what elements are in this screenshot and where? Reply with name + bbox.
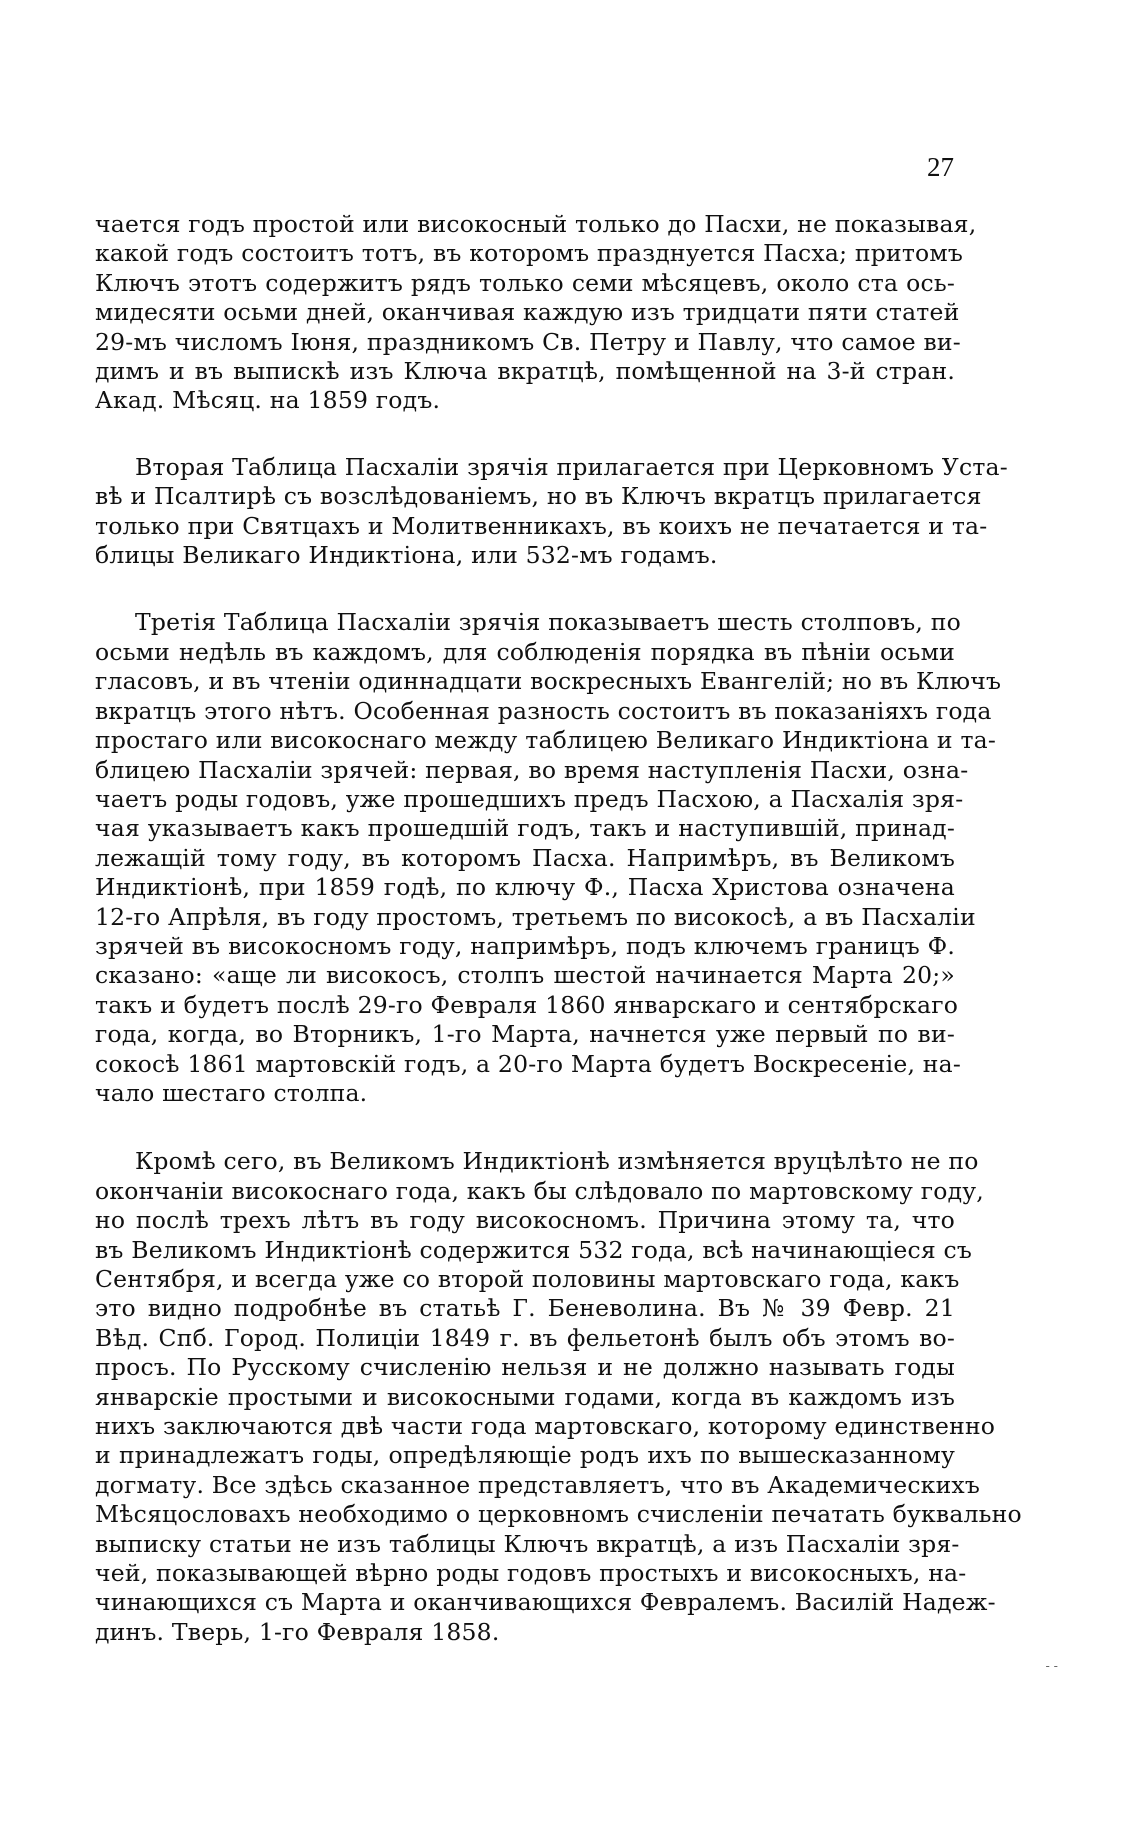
text-line: январскіе простыми и високосными годами, когда въ каждомъ изъ: [95, 1382, 955, 1411]
text-line: такъ и будетъ послѣ 29-го Февраля 1860 январскаго и сентябрскаго: [95, 990, 959, 1019]
paragraph-2: [95, 452, 1008, 571]
text-line: чало шестаго столпа.: [95, 1078, 368, 1107]
text-line: года, когда, во Вторникъ, 1-го Марта, начнется уже первый по ви-: [95, 1020, 955, 1049]
text-line: Вторая Таблица Пасхаліи зрячія прилагается при Церковномъ Уста-: [135, 452, 1008, 481]
text-line: динъ. Тверь, 1-го Февраля 1858.: [95, 1617, 500, 1646]
text-line: блицею Пасхаліи зрячей: первая, во время наступленія Пасхи, озна-: [95, 755, 969, 784]
text-line: блицы Великаго Индиктіона, или 532-мъ годамъ.: [95, 541, 718, 570]
text-line: Акад. Мѣсяц. на 1859 годъ.: [95, 386, 441, 415]
text-line: чается годъ простой или високосный только до Пасхи, не показывая,: [95, 210, 977, 238]
text-line: нихъ заключаются двѣ части года мартовскаго, которому единственно: [95, 1412, 996, 1441]
text-line: лежащій тому году, въ которомъ Пасха. Напримѣръ, въ Великомъ: [95, 843, 955, 872]
margin-mark: - -: [1045, 1659, 1058, 1673]
text-line: димъ и въ выпискѣ изъ Ключа вкратцѣ, помѣщенной на 3-й стран.: [95, 357, 955, 386]
text-line: сказано: «аще ли високосъ, столпъ шестой начинается Марта 20;»: [95, 961, 955, 990]
text-line: выписку статьи не изъ таблицы Ключъ вкратцѣ, а изъ Пасхаліи зря-: [95, 1529, 960, 1558]
body-text: [95, 210, 1022, 1647]
text-line: Ключъ этотъ содержитъ рядъ только семи мѣсяцевъ, около ста ось-: [95, 268, 955, 297]
text-line: 29-мъ числомъ Іюня, праздникомъ Св. Петру и Павлу, что самое ви-: [95, 327, 961, 356]
text-line: чей, показывающей вѣрно роды годовъ простыхъ и високосныхъ, на-: [95, 1559, 967, 1588]
paragraph-4: [95, 1147, 1022, 1647]
text-line: Мѣсяцословахъ необходимо о церковномъ счисленіи печатать буквально: [95, 1500, 1022, 1529]
text-line: Кромѣ сего, въ Великомъ Индиктіонѣ измѣняется вруцѣлѣто не по: [135, 1147, 979, 1176]
text-line: догмату. Все здѣсь сказанное представляетъ, что въ Академическихъ: [95, 1470, 981, 1499]
text-line: 12-го Апрѣля, въ году простомъ, третьемъ по високосѣ, а въ Пасхаліи: [95, 902, 976, 931]
text-line: вкратцъ этого нѣтъ. Особенная разность состоитъ въ показаніяхъ года: [95, 696, 992, 725]
text-line: простаго или високоснаго между таблицею Великаго Индиктіона и та-: [95, 726, 997, 755]
text-line: сокосѣ 1861 мартовскій годъ, а 20-го Марта будетъ Воскресеніе, на-: [95, 1049, 962, 1078]
text-line: какой годъ состоитъ тотъ, въ которомъ празднуется Пасха; притомъ: [95, 239, 964, 268]
paragraph-1: [95, 210, 977, 416]
text-line: осьми недѣль въ каждомъ, для соблюденія порядка въ пѣніи осьми: [95, 637, 955, 666]
text-line: въ Великомъ Индиктіонѣ содержится 532 года, всѣ начинающіеся съ: [95, 1235, 973, 1264]
text-line: но послѣ трехъ лѣтъ въ году високосномъ. Причина этому та, что: [95, 1206, 955, 1235]
text-line: Третія Таблица Пасхаліи зрячія показываетъ шесть столповъ, по: [135, 608, 961, 637]
text-line: гласовъ, и въ чтеніи одиннадцати воскресныхъ Евангелій; но въ Ключъ: [95, 667, 1002, 696]
text-line: чаетъ роды годовъ, уже прошедшихъ предъ Пасхою, а Пасхалія зря-: [95, 784, 964, 813]
text-line: чая указываетъ какъ прошедшій годъ, такъ и наступившій, принад-: [95, 814, 955, 843]
text-line: зрячей въ високосномъ году, напримѣръ, подъ ключемъ границъ Ф.: [95, 931, 955, 960]
paragraph-3: [95, 608, 1002, 1108]
text-line: чинающихся съ Марта и оканчивающихся Февралемъ. Василій Надеж-: [95, 1588, 996, 1617]
text-line: вѣ и Псалтирѣ съ возслѣдованіемъ, но въ Ключъ вкратцъ прилагается: [95, 482, 982, 511]
text-line: Сентября, и всегда уже со второй половины мартовскаго года, какъ: [95, 1265, 960, 1293]
text-line: только при Святцахъ и Молитвенникахъ, въ коихъ не печатается и та-: [95, 511, 988, 540]
text-line: мидесяти осьми дней, оканчивая каждую изъ тридцати пяти статей: [95, 298, 960, 327]
text-line: и принадлежатъ годы, опредѣляющіе родъ ихъ по вышесказанному: [95, 1441, 955, 1470]
text-line: окончаніи високоснаго года, какъ бы слѣдовало по мартовскому году,: [95, 1176, 984, 1205]
text-line: Индиктіонѣ, при 1859 годѣ, по ключу Ф., Пасха Христова означена: [95, 873, 955, 902]
text-line: это видно подробнѣе въ статьѣ Г. Беневолина. Въ № 39 Февр. 21: [95, 1294, 955, 1323]
text-line: просъ. По Русскому счисленію нельзя и не должно называть годы: [95, 1353, 955, 1382]
page-number: 27: [927, 152, 954, 182]
text-line: Вѣд. Спб. Город. Полиціи 1849 г. въ фельетонѣ былъ объ этомъ во-: [95, 1323, 955, 1352]
